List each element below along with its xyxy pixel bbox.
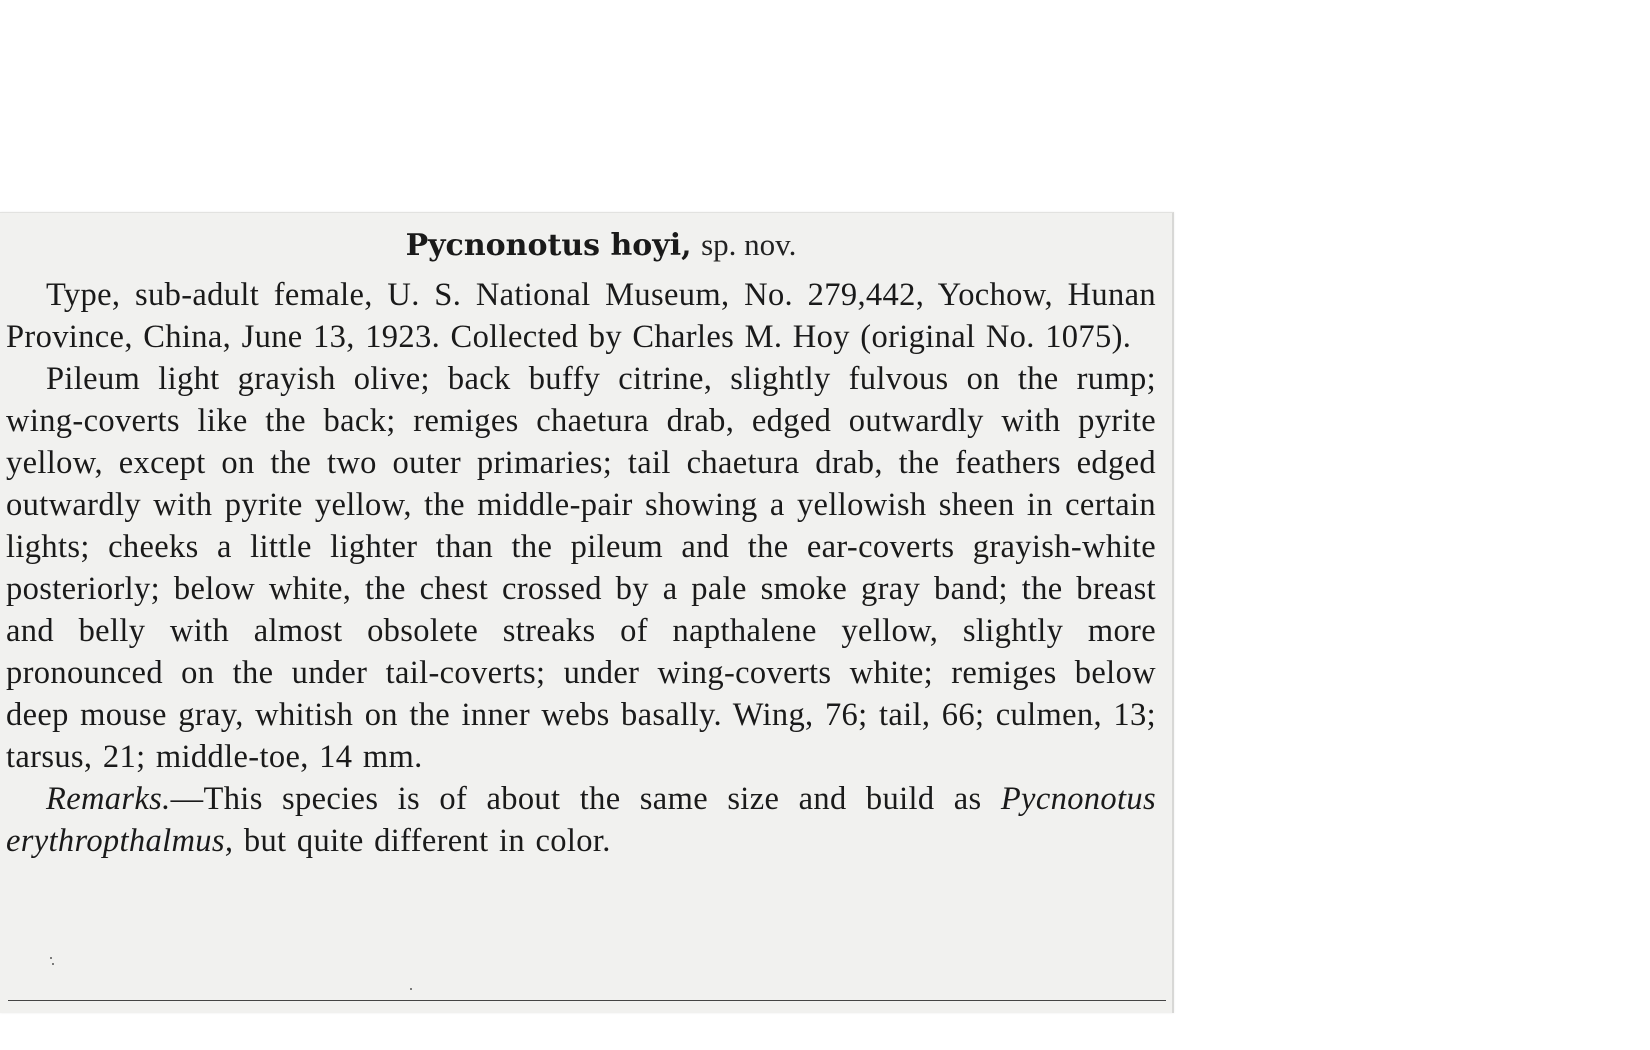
type-specimen-paragraph: Type, sub-adult female, U. S. National Museum, No. 279,442, Yochow, Hunan Province, China, June 13, 1923. Collected by Charles M. Hoy (original No. 1075). [6,277,1156,355]
description-paragraph: Pileum light grayish olive; back buffy citrine, slightly fulvous on the rump; wing-coverts like the back; remiges chaetura drab, edged outwardly with pyrite yellow, except on the two outer primaries; tail chaetura drab, the feathers edged outwardly with pyrite yellow, the middle-pair showing a yellowish sheen in certain lights; cheeks a little lighter than the pileum and the ear-coverts grayish-white posteriorly; below white, the chest crossed by a pale smoke gray band; the breast and belly with almost obsolete streaks of napthalene yellow, slightly more pronounced on the under tail-coverts; under wing-coverts white; remiges below deep mouse gray, whitish on the inner webs basally. Wing, 76; tail, 66; culmen, 13; tarsus, 21; middle-toe, 14 mm. [6,361,1156,775]
remarks-text: —This species is of about the same size and build as [170,781,1001,817]
species-status: sp. nov. [701,227,797,262]
scan-speck [410,988,412,990]
remarks-text-end: but quite different in color. [233,823,611,859]
species-heading [6,225,1156,266]
newspaper-clipping [0,212,1174,1013]
scan-speck [52,963,54,965]
clipping-content [6,225,1156,862]
remarks-paragraph [6,778,1156,862]
species-reference: Pycnonotus erythropthalmus, [6,781,1156,859]
species-name: Pycnonotus hoyi, [405,228,692,263]
remarks-label: Remarks. [46,781,171,817]
bottom-rule [8,1000,1166,1001]
scan-speck [50,957,52,959]
